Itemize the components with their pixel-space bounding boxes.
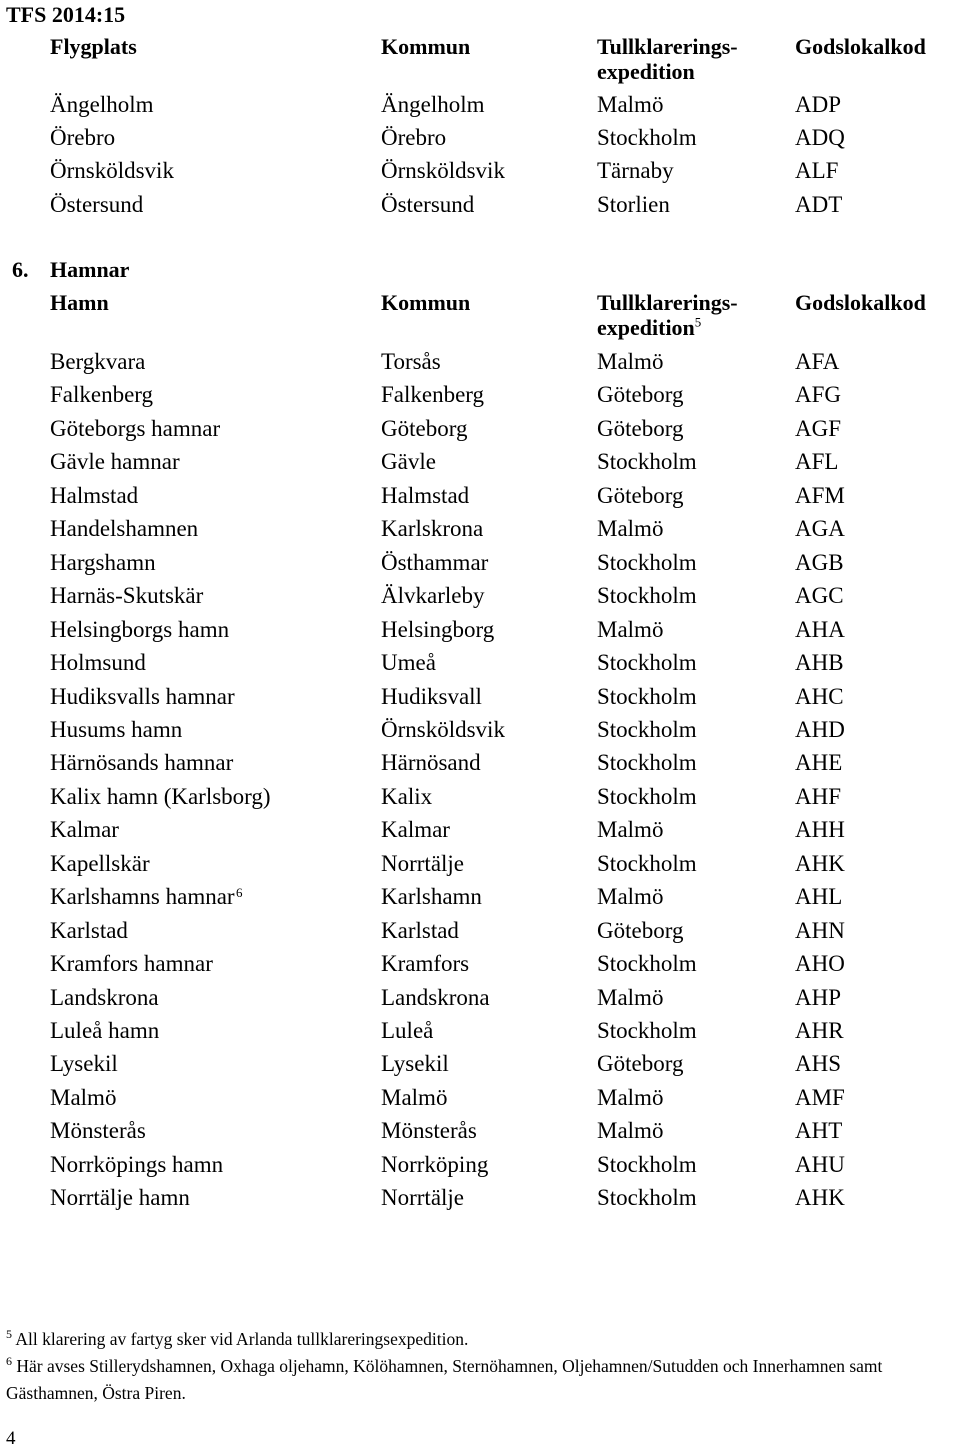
table-row: [0, 349, 960, 379]
footnote-mark: 5: [6, 1327, 12, 1342]
table-row: [0, 717, 960, 747]
cell-kommun: Älvkarleby: [381, 583, 485, 609]
cell-name: Helsingborgs hamn: [50, 616, 230, 642]
cell-godslokalkod: AHO: [795, 951, 845, 977]
table-row: [0, 684, 960, 714]
cell-godslokalkod: ALF: [795, 158, 839, 184]
page-number: 4: [6, 1428, 16, 1449]
table-row: [0, 1051, 960, 1081]
table-row: [0, 449, 960, 479]
col-header-tullklarering: Tullklarerings- expedition: [597, 34, 738, 84]
cell-tullklarering: Malmö: [597, 92, 664, 117]
cell-tullklarering: Stockholm: [597, 650, 697, 676]
cell-name: Landskrona: [50, 984, 159, 1010]
cell-kommun: Malmö: [381, 1084, 448, 1110]
cell-kommun: Torsås: [381, 349, 441, 374]
cell-godslokalkod: AHK: [795, 850, 845, 876]
cell-tullklarering: Stockholm: [597, 683, 697, 709]
cell-kommun: Kalmar: [381, 817, 450, 843]
cell-name: Bergkvara: [50, 349, 146, 374]
cell-kommun: Hudiksvall: [381, 683, 482, 709]
cell-kommun: Kalix: [381, 783, 433, 809]
table-row: [0, 817, 960, 847]
section-heading-hamnar: [12, 257, 129, 283]
cell-kommun: Umeå: [381, 650, 436, 676]
table-row: [0, 158, 960, 188]
cell-kommun: Norrtälje: [381, 850, 465, 876]
cell-name: Handelshamnen: [50, 516, 199, 542]
cell-kommun: Östhammar: [381, 549, 489, 575]
cell-kommun: Örnsköldsvik: [381, 158, 505, 184]
cell-kommun: Kramfors: [381, 951, 470, 977]
table-row: [0, 92, 960, 122]
footnotes: [6, 1326, 956, 1407]
footnote-6: [6, 1353, 956, 1407]
cell-tullklarering: Stockholm: [597, 1151, 697, 1177]
cell-name: Falkenberg: [50, 382, 154, 408]
cell-kommun: Östersund: [381, 191, 475, 217]
cell-kommun: Norrtälje: [381, 1185, 465, 1211]
cell-godslokalkod: AMF: [795, 1084, 845, 1110]
cell-tullklarering: Stockholm: [597, 850, 697, 876]
cell-name: Malmö: [50, 1084, 117, 1110]
table-row: [0, 851, 960, 881]
cell-kommun: Halmstad: [381, 482, 470, 508]
table-row: [0, 125, 960, 155]
cell-godslokalkod: AHN: [795, 917, 845, 943]
table-row: [0, 192, 960, 222]
footnote-text: All klarering av fartyg sker vid Arlanda tullklareringsexpedition.: [15, 1329, 469, 1349]
cell-kommun: Karlskrona: [381, 516, 484, 542]
col-header-kommun: Kommun: [381, 34, 471, 59]
col-header-godslokalkod: Godslokalkod: [795, 290, 926, 315]
cell-name: Hargshamn: [50, 549, 156, 575]
table-row: [0, 583, 960, 613]
cell-kommun: Göteborg: [381, 415, 468, 441]
cell-tullklarering: Malmö: [597, 984, 664, 1010]
cell-godslokalkod: AGB: [795, 549, 844, 575]
cell-godslokalkod: AGF: [795, 415, 842, 441]
cell-godslokalkod: ADP: [795, 92, 842, 117]
cell-godslokalkod: AHP: [795, 984, 842, 1010]
cell-tullklarering: Göteborg: [597, 415, 684, 441]
col-header-kommun: Kommun: [381, 290, 471, 315]
footnote-mark: 6: [6, 1354, 12, 1369]
airports-header-row: [0, 34, 960, 84]
cell-tullklarering: Tärnaby: [597, 158, 674, 184]
cell-kommun: Ängelholm: [381, 92, 485, 117]
table-row: [0, 382, 960, 412]
cell-name: Kalix hamn (Karlsborg): [50, 783, 271, 809]
table-row: [0, 1152, 960, 1182]
cell-godslokalkod: AFG: [795, 382, 842, 408]
section-number: 6.: [12, 257, 29, 282]
footnote-text: Här avses Stillerydshamnen, Oxhaga oljehamn, Kölöhamnen, Sternöhamnen, Oljehamnen/Sutudden och Innerhamnen samt Gästhamnen, Östra Piren.: [6, 1356, 883, 1403]
cell-kommun: Karlshamn: [381, 884, 482, 910]
cell-godslokalkod: AHS: [795, 1051, 842, 1077]
cell-godslokalkod: AGC: [795, 583, 844, 609]
cell-name: Mönsterås: [50, 1118, 146, 1144]
cell-name: Ängelholm: [50, 92, 154, 117]
cell-name: Örnsköldsvik: [50, 158, 174, 184]
cell-tullklarering: Stockholm: [597, 549, 697, 575]
cell-name: Lysekil: [50, 1051, 118, 1077]
cell-tullklarering: Göteborg: [597, 917, 684, 943]
cell-godslokalkod: AHR: [795, 1018, 844, 1043]
cell-kommun: Norrköping: [381, 1151, 489, 1177]
cell-kommun: Örebro: [381, 125, 447, 151]
cell-name: Luleå hamn: [50, 1018, 160, 1043]
cell-godslokalkod: AFA: [795, 349, 840, 374]
table-row: [0, 516, 960, 546]
cell-godslokalkod: AGA: [795, 516, 845, 542]
cell-godslokalkod: AFL: [795, 449, 839, 475]
cell-tullklarering: Stockholm: [597, 716, 697, 742]
cell-godslokalkod: AFM: [795, 482, 845, 508]
cell-kommun: Gävle: [381, 449, 436, 475]
table-row: [0, 1085, 960, 1115]
cell-kommun: Mönsterås: [381, 1118, 477, 1144]
cell-tullklarering: Malmö: [597, 884, 664, 910]
cell-tullklarering: Stockholm: [597, 951, 697, 977]
cell-tullklarering: Storlien: [597, 191, 670, 217]
cell-godslokalkod: AHU: [795, 1151, 845, 1177]
document-reference: TFS 2014:15: [6, 2, 126, 27]
table-row: [0, 483, 960, 513]
table-row: [0, 918, 960, 948]
table-row: [0, 1018, 960, 1048]
cell-tullklarering: Malmö: [597, 516, 664, 542]
table-row: [0, 650, 960, 680]
cell-godslokalkod: AHB: [795, 650, 844, 676]
cell-kommun: Härnösand: [381, 750, 481, 776]
cell-kommun: Landskrona: [381, 984, 490, 1010]
cell-tullklarering: Stockholm: [597, 583, 697, 609]
cell-name: Husums hamn: [50, 716, 183, 742]
cell-tullklarering: Stockholm: [597, 750, 697, 776]
cell-name: Norrtälje hamn: [50, 1185, 190, 1211]
table-row: [0, 951, 960, 981]
table-row: [0, 617, 960, 647]
cell-tullklarering: Malmö: [597, 1118, 664, 1144]
col-header-hamn: Hamn: [50, 290, 109, 315]
table-row: [0, 750, 960, 780]
cell-name: Hudiksvalls hamnar: [50, 683, 235, 709]
cell-tullklarering: Göteborg: [597, 482, 684, 508]
cell-name: Östersund: [50, 191, 144, 217]
cell-tullklarering: Malmö: [597, 817, 664, 843]
cell-tullklarering: Göteborg: [597, 382, 684, 408]
cell-name: Karlstad: [50, 917, 128, 943]
cell-name: Norrköpings hamn: [50, 1151, 224, 1177]
cell-tullklarering: Malmö: [597, 349, 664, 374]
cell-name: Kramfors hamnar: [50, 951, 213, 977]
table-row: [0, 550, 960, 580]
cell-name: Harnäs-Skutskär: [50, 583, 204, 609]
cell-godslokalkod: AHK: [795, 1185, 845, 1211]
cell-name: Göteborgs hamnar: [50, 415, 221, 441]
cell-name: Holmsund: [50, 650, 146, 676]
table-row: [0, 416, 960, 446]
cell-tullklarering: Malmö: [597, 1084, 664, 1110]
cell-name: Karlshamns hamnar: [50, 884, 235, 910]
cell-name: Härnösands hamnar: [50, 750, 234, 776]
cell-godslokalkod: ADT: [795, 191, 843, 217]
table-row: Karlshamns hamnar Karlshamn Malmö AHL 6: [50, 884, 843, 910]
cell-tullklarering: Göteborg: [597, 1051, 684, 1077]
cell-godslokalkod: AHD: [795, 716, 845, 742]
col-header-flygplats: Flygplats: [50, 34, 137, 59]
cell-godslokalkod: AHH: [795, 817, 845, 843]
cell-godslokalkod: ADQ: [795, 125, 845, 151]
cell-tullklarering: Stockholm: [597, 1018, 697, 1043]
cell-tullklarering: Stockholm: [597, 125, 697, 151]
table-row: [0, 1185, 960, 1215]
cell-tullklarering: Stockholm: [597, 449, 697, 475]
cell-tullklarering: Stockholm: [597, 783, 697, 809]
cell-name: Kapellskär: [50, 850, 150, 876]
col-header-godslokalkod: Godslokalkod: [795, 34, 926, 59]
cell-godslokalkod: AHF: [795, 783, 842, 809]
cell-name: Kalmar: [50, 817, 119, 843]
cell-kommun: Luleå: [381, 1018, 434, 1043]
cell-kommun: Karlstad: [381, 917, 459, 943]
cell-kommun: Lysekil: [381, 1051, 449, 1077]
cell-godslokalkod: AHT: [795, 1118, 843, 1144]
cell-tullklarering: Malmö: [597, 616, 664, 642]
cell-name: Halmstad: [50, 482, 139, 508]
footnote-ref-5: 5: [694, 314, 702, 330]
cell-name: Örebro: [50, 125, 116, 151]
cell-tullklarering: Stockholm: [597, 1185, 697, 1211]
cell-godslokalkod: AHE: [795, 750, 843, 776]
footnote-5: [6, 1326, 956, 1353]
cell-godslokalkod: AHL: [795, 884, 843, 910]
table-row: [0, 985, 960, 1015]
table-row: [0, 784, 960, 814]
cell-godslokalkod: AHA: [795, 616, 845, 642]
cell-name: Gävle hamnar: [50, 449, 180, 475]
col-header-tullklarering: Tullklarerings- expedition$^5$: [597, 290, 738, 340]
harbors-header-row: [0, 290, 960, 340]
cell-godslokalkod: AHC: [795, 683, 844, 709]
section-title: Hamnar: [50, 257, 130, 282]
cell-kommun: Falkenberg: [381, 382, 485, 408]
cell-kommun: Örnsköldsvik: [381, 716, 505, 742]
cell-kommun: Helsingborg: [381, 616, 495, 642]
table-row: [0, 1118, 960, 1148]
